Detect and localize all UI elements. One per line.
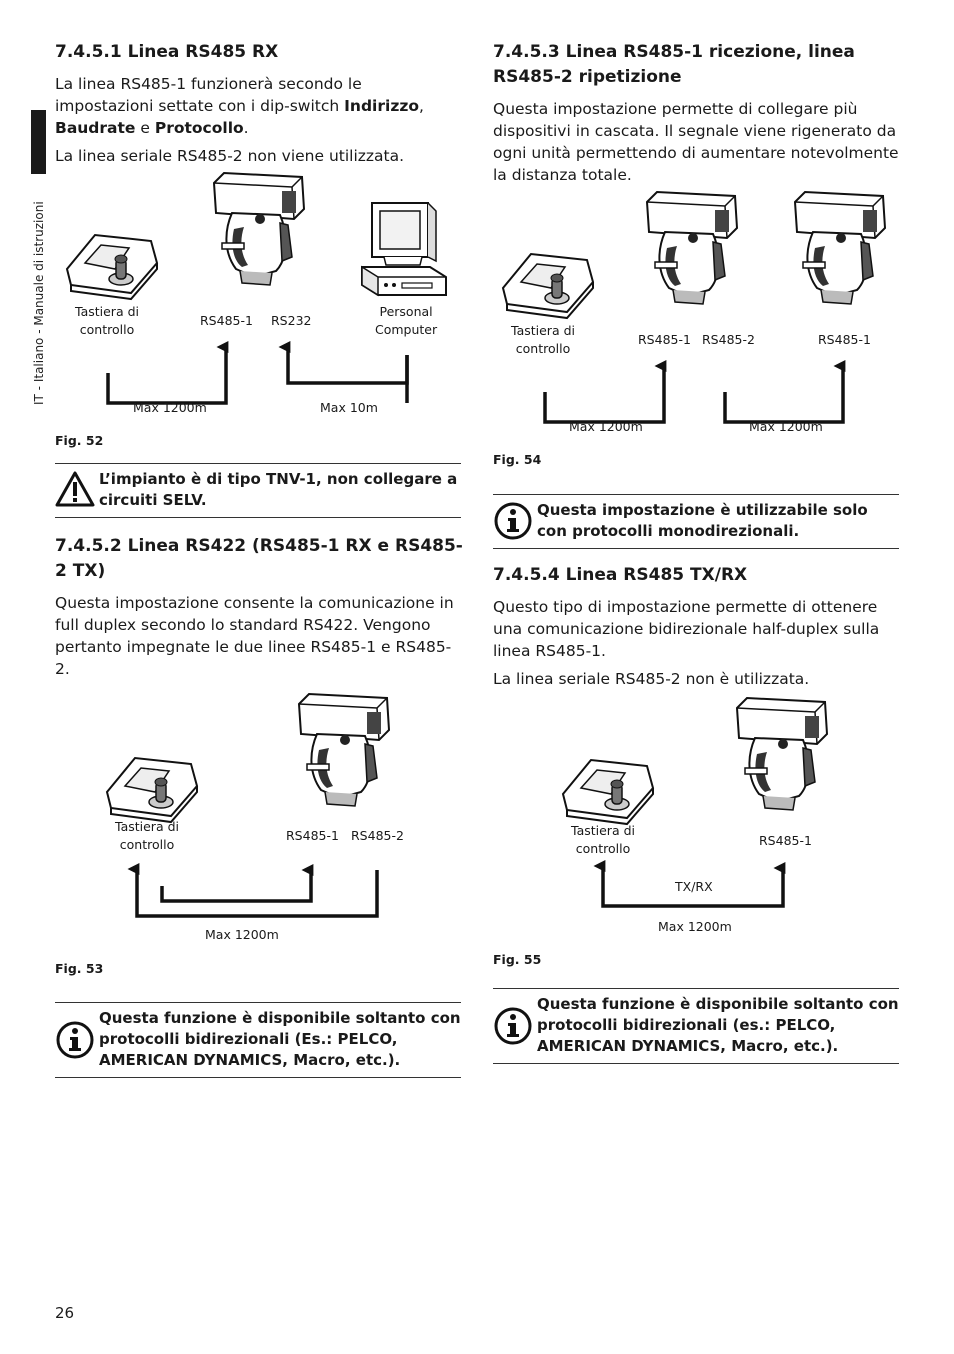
keyboard-label: Tastiera di controllo — [75, 304, 139, 337]
distance-label: Max 1200m — [133, 400, 207, 415]
sidebar-label: IT - Italiano - Manuale di istruzioni — [32, 201, 46, 405]
ptz-camera-icon — [299, 694, 389, 806]
keyboard-icon — [503, 254, 593, 318]
paragraph: La linea seriale RS485-2 non viene utilizzata. — [55, 147, 405, 165]
port-label: RS485-1 — [759, 833, 812, 848]
info-icon — [493, 501, 533, 541]
keyboard-icon — [107, 758, 197, 822]
distance-label: Max 1200m — [569, 419, 643, 434]
paragraph: Questo tipo di impostazione permette di ottenere una comunicazione bidirezionale half-duplex sulla linea RS485-1. — [493, 598, 880, 660]
figure-54 — [493, 192, 903, 482]
port-label: RS485-1 — [818, 332, 871, 347]
paragraph: La linea seriale RS485-2 non è utilizzata. — [493, 670, 810, 688]
figure-caption: Fig. 54 — [493, 452, 542, 467]
left-column — [55, 40, 465, 1078]
keyboard-icon — [67, 235, 157, 299]
figure-53 — [55, 686, 465, 990]
line-label: TX/RX — [675, 879, 713, 894]
right-column — [493, 40, 903, 1064]
info-icon — [55, 1020, 95, 1060]
ptz-camera-icon — [214, 173, 304, 285]
port-label: RS485-1 — [638, 332, 691, 347]
section-title-rs485-rx: 7.4.5.1 Linea RS485 RX — [55, 42, 279, 62]
info-icon — [493, 1006, 533, 1046]
warning-icon — [55, 471, 95, 509]
distance-label: Max 1200m — [749, 419, 823, 434]
paragraph: Questa impostazione permette di collegare più dispositivi in cascata. Il segnale viene rigenerato da ogni unità permettendo di aumentare notevolmente la distanza totale. — [493, 100, 899, 184]
info-text: Questa impostazione è utilizzabile solo con protocolli monodirezionali. — [537, 501, 868, 540]
info-text: Questa funzione è disponibile soltanto con protocolli bidirezionali (Es.: PELCO, AMERICAN DYNAMICS, Macro, etc.). — [99, 1009, 461, 1069]
ptz-camera-icon — [737, 698, 827, 810]
section-title-rs485-txrx: 7.4.5.4 Linea RS485 TX/RX — [493, 565, 748, 585]
info-note — [493, 988, 899, 1064]
keyboard-label: Tastiera di controllo — [511, 323, 575, 356]
pc-label: Personal Computer — [375, 304, 438, 337]
info-note — [55, 1002, 461, 1078]
figure-52 — [55, 173, 465, 451]
port-label: RS485-2 — [702, 332, 755, 347]
port-label: RS485-2 — [351, 828, 404, 843]
figure-caption: Fig. 53 — [55, 961, 104, 976]
paragraph: Questa impostazione consente la comunicazione in full duplex secondo lo standard RS422. Vengono pertanto impegnate le due linee RS485-1 e RS485-2. — [55, 594, 454, 678]
distance-label: Max 10m — [320, 400, 378, 415]
page-number: 26 — [55, 1304, 75, 1322]
warning-text: L’impianto è di tipo TNV-1, non collegare a circuiti SELV. — [99, 470, 458, 509]
figure-55 — [493, 696, 903, 986]
ptz-camera-icon — [795, 192, 885, 304]
figure-caption: Fig. 52 — [55, 433, 104, 448]
keyboard-label: Tastiera di controllo — [571, 823, 635, 856]
figure-caption: Fig. 55 — [493, 952, 542, 967]
ptz-camera-icon — [647, 192, 737, 304]
port-label: RS485-1 — [200, 313, 253, 328]
info-text: Questa funzione è disponibile soltanto con protocolli bidirezionali (es.: PELCO, AMERICAN DYNAMICS, Macro, etc.). — [537, 995, 899, 1055]
keyboard-icon — [563, 760, 653, 824]
sidebar-marker — [31, 110, 46, 174]
section-title-rs422: 7.4.5.2 Linea RS422 (RS485-1 RX e RS485-2 TX) — [55, 536, 463, 581]
distance-label: Max 1200m — [205, 927, 279, 942]
port-label: RS232 — [271, 313, 312, 328]
info-note — [493, 494, 899, 549]
keyboard-label: Tastiera di controllo — [115, 819, 179, 852]
distance-label: Max 1200m — [658, 919, 732, 934]
section-title-rs485-repeat: 7.4.5.3 Linea RS485-1 ricezione, linea RS485-2 ripetizione — [493, 42, 855, 87]
paragraph: La linea RS485-1 funzionerà secondo le impostazioni settate con i dip-switch Indirizzo, Baudrate e Protocollo. — [55, 75, 424, 137]
port-label: RS485-1 — [286, 828, 339, 843]
warning-note — [55, 463, 461, 518]
personal-computer-icon — [362, 203, 446, 295]
